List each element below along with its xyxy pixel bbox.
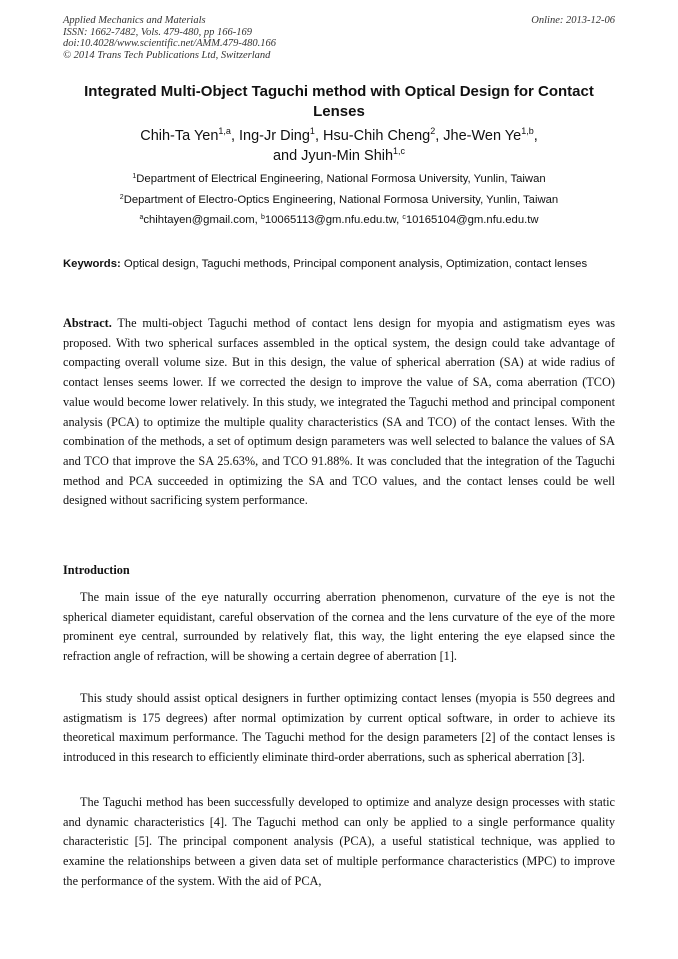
affiliation-sup: 1 — [132, 173, 137, 180]
author-name: Chih-Ta Yen — [140, 128, 219, 144]
author-name: Jhe-Wen Ye — [443, 128, 522, 144]
author-list: Chih-Ta Yen$^{1,a}$, Ing-Jr Ding$^1$, Hsu-Chih Cheng$^2$, Jhe-Wen Ye$^{1,b}$, and Jyun-Min Shih$^{1,c}$ — [140, 126, 538, 164]
abstract-label: Abstract. — [63, 316, 112, 330]
journal-header — [63, 15, 615, 61]
author-sup: 1,b — [521, 126, 534, 136]
email-address[interactable]: chihtayen@gmail.com, — [143, 214, 258, 226]
author-name: Hsu-Chih Cheng — [323, 128, 431, 144]
abstract-text: The multi-object Taguchi method of contact lens design for myopia and astigmatism eyes was proposed. With two spherical surfaces assembled in the optical system, the design could take advantage of compacting overall volume size. But in this design, the value of spherical aberration (SA) at wide radius of contact lenses seems lower. If we corrected the design to improve the value of SA, coma aberration (TCO) value would become lower relatively. In this study, we integrated the Taguchi method and principal component analysis (PCA) to optimize the multiple quality characteristics (SA and TCO) of the contact lenses. With the combination of the methods, a set of optimum design parameters was well selected to balance the values of SA and TCO that improve the SA 25.63%, and TCO 91.88%. It was concluded that the integration of the Taguchi method and PCA succeeded in optimizing the SA and TCO values, and the contact lenses could be well designed without sacrificing system performance. — [63, 316, 616, 508]
issn-line: ISSN: 1662-7482, Vols. 479-480, pp 166-169 — [63, 26, 252, 38]
online-date: Online: 2013-12-06 — [531, 15, 615, 26]
paper-title: Integrated Multi-Object Taguchi method with Optical Design for Contact Lenses — [84, 83, 594, 120]
copyright-line: © 2014 Trans Tech Publications Ltd, Switzerland — [63, 49, 271, 61]
doi-line: doi:10.4028/www.scientific.net/AMM.479-480.166 — [63, 38, 276, 49]
affiliation-2 — [63, 193, 615, 207]
affiliation-text: Department of Electrical Engineering, National Formosa University, Yunlin, Taiwan — [136, 173, 546, 185]
affiliation-text: Department of Electro-Optics Engineering, National Formosa University, Yunlin, Taiwan — [123, 194, 559, 206]
email-address[interactable]: 10165104@gm.nfu.edu.tw — [405, 214, 539, 226]
keywords-label: Keywords: — [63, 258, 121, 270]
author-sup: 1,c — [393, 146, 406, 156]
author-sup: 2 — [430, 126, 436, 136]
affiliation-1 — [63, 172, 615, 186]
affiliation-sup: 2 — [119, 194, 124, 201]
abstract-section — [63, 314, 615, 511]
author-sup: 1,a — [218, 126, 231, 136]
keywords-text: Optical design, Taguchi methods, Principal component analysis, Optimization, contact lenses — [123, 258, 588, 270]
intro-paragraph-2: This study should assist optical designers in further optimizing contact lenses (myopia is 550 degrees and astigmatism is 175 degrees) after normal optimization by current optical software, in order to achieve its theoretical maximum performance. The Taguchi method for the design parameters [2] of the contact lenses is introduced in this research to efficiently eliminate third-order aberrations, such as spherical aberration [3]. — [63, 691, 615, 765]
intro-paragraph-3: The Taguchi method has been successfully developed to optimize and analyze design processes with static and dynamic characteristics [4]. The Taguchi method can only be applied to a single performance quality characteristic [5]. The principal component analysis (PCA), a useful statistical technique, was applied to examine the relationships between a given data set of multiple performance characteristics (MPC) to improve the performance of the system. With the aid of PCA, — [63, 795, 615, 888]
email-address[interactable]: 10065113@gm.nfu.edu.tw, — [264, 214, 400, 226]
author-conjunction: and — [272, 148, 298, 164]
keywords-section — [63, 254, 615, 274]
introduction-heading: Introduction — [63, 563, 130, 577]
email-sup: c — [402, 214, 406, 221]
email-line — [63, 213, 615, 227]
email-sup: a — [139, 214, 144, 221]
email-sup: b — [260, 214, 265, 221]
author-name: Ing-Jr Ding — [239, 128, 310, 144]
journal-name: Applied Mechanics and Materials — [63, 15, 206, 26]
author-sup: 1 — [309, 126, 315, 136]
author-name: Jyun-Min Shih — [301, 148, 394, 164]
intro-paragraph-1: The main issue of the eye naturally occurring aberration phenomenon, curvature of the eye is not the spherical diameter equidistant, careful observation of the cornea and the lens curvature of the eye of the more prominent eye central, surrounded by relatively flat, this way, the light entering the eye elapsed since the refraction angle of refraction, will be showing a certain degree of aberration [1]. — [63, 590, 615, 664]
